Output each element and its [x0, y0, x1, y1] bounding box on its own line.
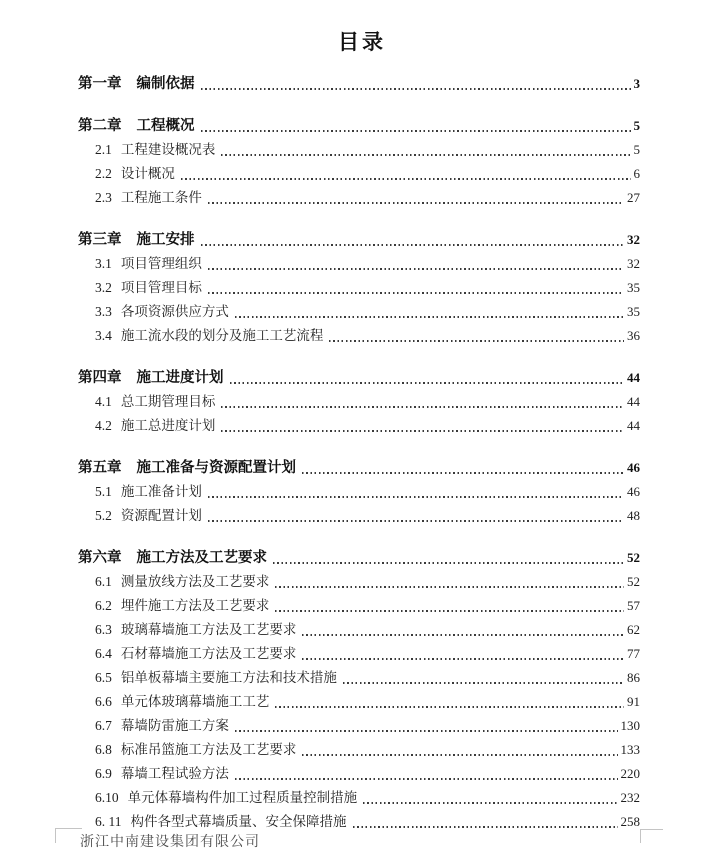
entry-title: 工程施工条件: [120, 190, 202, 205]
dot-leader-line: [235, 316, 624, 318]
entry-title: 石材幕墙施工方法及工艺要求: [120, 646, 297, 661]
entry-title: 埋件施工方法及工艺要求: [120, 598, 270, 613]
entry-title: 玻璃幕墙施工方法及工艺要求: [120, 622, 297, 637]
toc-sub-entry[interactable]: [78, 642, 640, 666]
toc-sub-entry[interactable]: [78, 186, 640, 210]
dot-leader-line: [273, 562, 624, 564]
entry-title: 各项资源供应方式: [120, 304, 229, 319]
toc-sub-entry[interactable]: [78, 324, 640, 348]
entry-title: 施工准备与资源配置计划: [136, 460, 296, 476]
entry-title: 施工流水段的划分及施工工艺流程: [120, 328, 324, 343]
entry-page-number: 48: [627, 508, 640, 523]
entry-number: 6.5: [95, 670, 112, 685]
entry-number: 第四章: [78, 370, 122, 386]
entry-title: 施工安排: [136, 232, 195, 248]
toc-chapter-entry[interactable]: [78, 456, 640, 480]
entry-title: 工程概况: [136, 118, 195, 134]
entry-page-number: 6: [633, 166, 640, 181]
toc-sub-entry[interactable]: [78, 594, 640, 618]
entry-number: 第五章: [78, 460, 122, 476]
dot-leader-line: [302, 472, 624, 474]
dot-leader-line: [275, 610, 624, 612]
dot-leader-line: [201, 244, 625, 246]
dot-leader-line: [208, 202, 624, 204]
dot-leader-line: [208, 520, 624, 522]
entry-number: 3.1: [95, 256, 112, 271]
entry-page-number: 36: [627, 328, 640, 343]
entry-number: 6.7: [95, 718, 112, 733]
dot-leader-line: [208, 268, 624, 270]
toc-sub-entry[interactable]: [78, 414, 640, 438]
entry-title: 构件各型式幕墙质量、安全保障措施: [130, 814, 347, 829]
toc-sub-entry[interactable]: [78, 762, 640, 786]
entry-title: 项目管理组织: [120, 256, 202, 271]
entry-title: 编制依据: [136, 76, 195, 92]
entry-page-number: 133: [620, 742, 640, 757]
entry-number: 6.3: [95, 622, 112, 637]
entry-number: 6.2: [95, 598, 112, 613]
entry-page-number: 32: [627, 256, 640, 271]
dot-leader-line: [353, 826, 618, 828]
entry-page-number: 44: [627, 394, 640, 409]
toc-sub-entry[interactable]: [78, 714, 640, 738]
entry-title: 单元体幕墙构件加工过程质量控制措施: [127, 790, 358, 805]
toc-chapter-entry[interactable]: [78, 546, 640, 570]
dot-leader-line: [221, 430, 624, 432]
entry-title: 标准吊篮施工方法及工艺要求: [120, 742, 297, 757]
toc-sub-entry[interactable]: [78, 252, 640, 276]
toc-sub-entry[interactable]: [78, 786, 640, 810]
footer-company-name: 浙江中南建设集团有限公司: [80, 835, 260, 850]
entry-number: 2.2: [95, 166, 112, 181]
dot-leader-line: [302, 658, 624, 660]
entry-number: 4.2: [95, 418, 112, 433]
dot-leader-line: [201, 88, 631, 90]
entry-title: 设计概况: [120, 166, 175, 181]
entry-page-number: 86: [627, 670, 640, 685]
entry-page-number: 5: [633, 118, 640, 133]
entry-page-number: 258: [620, 814, 640, 829]
toc-sub-entry[interactable]: [78, 690, 640, 714]
dot-leader-line: [235, 778, 618, 780]
dot-leader-line: [208, 496, 624, 498]
entry-number: 第六章: [78, 550, 122, 566]
text-boundary-mark-right: [640, 829, 663, 843]
entry-page-number: 130: [620, 718, 640, 733]
dot-leader-line: [208, 292, 624, 294]
entry-number: 3.2: [95, 280, 112, 295]
entry-title: 施工方法及工艺要求: [136, 550, 267, 566]
toc-sub-entry[interactable]: [78, 504, 640, 528]
entry-page-number: 57: [627, 598, 640, 613]
entry-page-number: 62: [627, 622, 640, 637]
toc-sub-entry[interactable]: [78, 138, 640, 162]
entry-title: 幕墙防雷施工方案: [120, 718, 229, 733]
dot-leader-line: [275, 706, 624, 708]
dot-leader-line: [343, 682, 624, 684]
entry-title: 施工总进度计划: [120, 418, 216, 433]
toc-list: [78, 72, 640, 834]
dot-leader-line: [329, 340, 624, 342]
entry-title: 测量放线方法及工艺要求: [120, 574, 270, 589]
entry-page-number: 5: [633, 142, 640, 157]
entry-number: 第三章: [78, 232, 122, 248]
toc-sub-entry[interactable]: [78, 738, 640, 762]
entry-number: 第二章: [78, 118, 122, 134]
toc-chapter-entry[interactable]: [78, 228, 640, 252]
dot-leader-line: [201, 130, 631, 132]
entry-number: 3.3: [95, 304, 112, 319]
entry-page-number: 52: [627, 550, 640, 565]
page-title: 目录: [338, 30, 386, 54]
text-boundary-mark-left: [55, 828, 82, 843]
toc-sub-entry[interactable]: [78, 390, 640, 414]
toc-sub-entry[interactable]: [78, 162, 640, 186]
toc-sub-entry[interactable]: [78, 570, 640, 594]
entry-title: 单元体玻璃幕墙施工工艺: [120, 694, 270, 709]
dot-leader-line: [302, 634, 624, 636]
entry-number: 3.4: [95, 328, 112, 343]
entry-title: 总工期管理目标: [120, 394, 216, 409]
dot-leader-line: [363, 802, 617, 804]
entry-page-number: 91: [627, 694, 640, 709]
entry-number: 6.6: [95, 694, 112, 709]
entry-number: 第一章: [78, 76, 122, 92]
entry-number: 6.1: [95, 574, 112, 589]
dot-leader-line: [181, 178, 631, 180]
toc-sub-entry[interactable]: [78, 666, 640, 690]
entry-page-number: 3: [633, 76, 640, 91]
entry-number: 2.1: [95, 142, 112, 157]
entry-title: 资源配置计划: [120, 508, 202, 523]
toc-chapter-entry[interactable]: [78, 72, 640, 96]
entry-page-number: 44: [627, 370, 640, 385]
dot-leader-line: [302, 754, 617, 756]
toc-chapter-entry[interactable]: [78, 366, 640, 390]
entry-number: 6.8: [95, 742, 112, 757]
entry-page-number: 220: [620, 766, 640, 781]
entry-page-number: 32: [627, 232, 640, 247]
toc-sub-entry[interactable]: [78, 480, 640, 504]
entry-page-number: 27: [627, 190, 640, 205]
toc-sub-entry[interactable]: [78, 618, 640, 642]
entry-number: 6.9: [95, 766, 112, 781]
entry-page-number: 46: [627, 484, 640, 499]
entry-title: 施工准备计划: [120, 484, 202, 499]
dot-leader-line: [235, 730, 618, 732]
entry-number: 2.3: [95, 190, 112, 205]
entry-page-number: 35: [627, 280, 640, 295]
entry-title: 幕墙工程试验方法: [120, 766, 229, 781]
entry-page-number: 46: [627, 460, 640, 475]
entry-page-number: 77: [627, 646, 640, 661]
entry-title: 工程建设概况表: [120, 142, 216, 157]
dot-leader-line: [275, 586, 624, 588]
toc-sub-entry[interactable]: [78, 276, 640, 300]
toc-sub-entry[interactable]: [78, 300, 640, 324]
entry-number: 5.1: [95, 484, 112, 499]
dot-leader-line: [230, 382, 625, 384]
entry-number: 5.2: [95, 508, 112, 523]
entry-page-number: 44: [627, 418, 640, 433]
entry-page-number: 35: [627, 304, 640, 319]
entry-number: 4.1: [95, 394, 112, 409]
entry-number: 6.4: [95, 646, 112, 661]
entry-number: 6. 11: [95, 814, 122, 829]
entry-title: 施工进度计划: [136, 370, 224, 386]
entry-page-number: 52: [627, 574, 640, 589]
entry-title: 项目管理目标: [120, 280, 202, 295]
toc-chapter-entry[interactable]: [78, 114, 640, 138]
entry-title: 铝单板幕墙主要施工方法和技术措施: [120, 670, 337, 685]
entry-number: 6.10: [95, 790, 119, 805]
dot-leader-line: [221, 406, 624, 408]
dot-leader-line: [221, 154, 630, 156]
entry-page-number: 232: [620, 790, 640, 805]
